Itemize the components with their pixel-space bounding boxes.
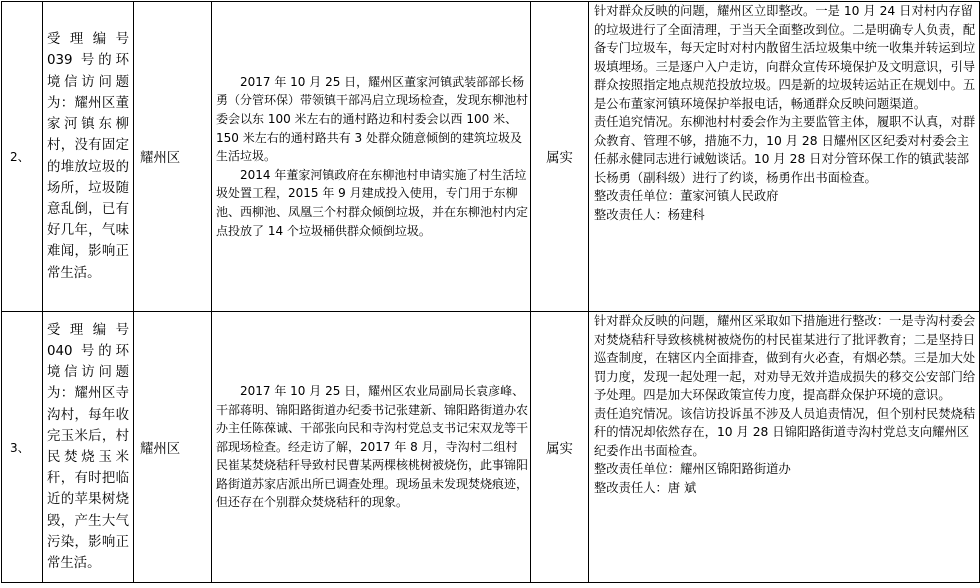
case-table	[1, 1, 980, 583]
status-cell	[531, 312, 589, 583]
rectification-paragraph: 针对群众反映的问题，耀州区立即整改。一是 10 月 24 日对村内存留的垃圾进行了全面清理，于当天全面整改到位。二是明确专人负责，配备专门垃圾车，每天定时对村内散留生活垃圾集中统一收集并转运到垃圾填埋场。三是逐户入户走访，向群众宣传环境保护及文明意识，引导群众按照指定地点规范投放垃圾。四是新的垃圾转运站正在规划中。五是公布董家河镇环境保护举报电话，畅通群众反映问题渠道。	[594, 4, 976, 111]
check-cell	[212, 2, 531, 312]
issue-text: 受理编号 040 号的环境信访问题为：耀州区寺沟村，每年收完玉米后，村民焚烧玉米秆，有时把临近的苹果树烧毁，产生大气污染，影响正常生活。	[47, 322, 129, 572]
responsible-person: 整改责任人：唐 斌	[594, 480, 697, 495]
case-index: 3、	[10, 440, 30, 455]
case-index-cell	[2, 312, 43, 583]
region-cell	[134, 2, 212, 312]
rectification-cell	[589, 2, 980, 312]
rectification-paragraph: 针对群众反映的问题，耀州区采取如下措施进行整改：一是寺沟村委会对焚烧秸秆导致核桃树被烧伤的村民崔某进行了批评教育；二是坚持日巡查制度，在辖区内全面排查，做到有火必查，有烟必禁。三是加大处罚力度，发现一起处理一起，对劝导无效并造成损失的移交公安部门给予处理。四是加大环保政策宣传力度，提高群众保护环境的意识。	[594, 314, 976, 402]
issue-cell	[43, 312, 134, 583]
responsible-unit: 整改责任单位：耀州区锦阳路街道办	[594, 462, 791, 476]
responsible-person: 整改责任人：杨建科	[594, 207, 705, 222]
status-cell	[531, 2, 589, 312]
check-cell	[212, 312, 531, 583]
issue-cell	[43, 2, 134, 312]
check-paragraph: 2014 年董家河镇政府在东柳池村申请实施了村生活垃圾处置工程，2015 年 9 月建成投入使用，专门用于东柳池、西柳池、凤凰三个村群众倾倒垃圾，并在东柳池村内定点投放了 14 个垃圾桶供群众倾倒垃圾。	[216, 167, 529, 238]
responsible-unit: 整改责任单位：董家河镇人民政府	[594, 189, 779, 203]
status-text: 属实	[546, 441, 573, 457]
table-row	[2, 312, 980, 583]
issue-text: 受理编号 039 号的环境信访问题为：耀州区董家河镇东柳村，没有固定的堆放垃圾的场所，垃圾随意乱倒，已有好几年，气味难闻，影响正常生活。	[47, 32, 129, 281]
check-paragraph: 2017 年 10 月 25 日，耀州区董家河镇武装部部长杨勇（分管环保）带领镇干部冯启立现场检查，发现东柳池村委会以东 100 米左右的通村路边和村委会以西 100 米、150 米左右的通村路共有 3 处群众随意倾倒的建筑垃圾及生活垃圾。	[216, 74, 529, 164]
status-text: 属实	[546, 151, 573, 166]
check-paragraph: 2017 年 10 月 25 日，耀州区农业局副局长袁彦峰、干部蒋明、锦阳路街道办纪委书记张建新、锦阳路街道办农办主任陈葆诚、干部张向民和寺沟村党总支书记宋双龙等干部现场检查。经走访了解，2017 年 8 月，寺沟村二组村民崔某焚烧秸秆导致村民曹某两棵核桃树被烧伤，此事锦阳路街道苏家店派出所已调查处理。现场虽未发现焚烧痕迹，但还存在个别群众焚烧秸秆的现象。	[216, 383, 529, 510]
region-text: 耀州区	[140, 441, 181, 457]
case-index-cell	[2, 2, 43, 312]
table-row	[2, 2, 980, 312]
accountability-paragraph: 责任追究情况。东柳池村村委会作为主要监管主体，履职不认真，对群众教育、管理不够，措施不力，10 月 28 日耀州区区纪委对村委会主任郝永健同志进行诫勉谈话。10 月 28 日对分管环保工作的镇武装部长杨勇（副科级）进行了约谈，杨勇作出书面检查。	[594, 115, 976, 185]
region-text: 耀州区	[140, 151, 181, 166]
case-index: 2、	[10, 150, 30, 164]
accountability-paragraph: 责任追究情况。该信访投诉虽不涉及人员追责情况，但个别村民焚烧秸秆的情况却依然存在，10 月 28 日锦阳路街道寺沟村党总支向耀州区纪委作出书面检查。	[594, 406, 976, 458]
rectification-cell	[589, 312, 980, 583]
region-cell	[134, 312, 212, 583]
